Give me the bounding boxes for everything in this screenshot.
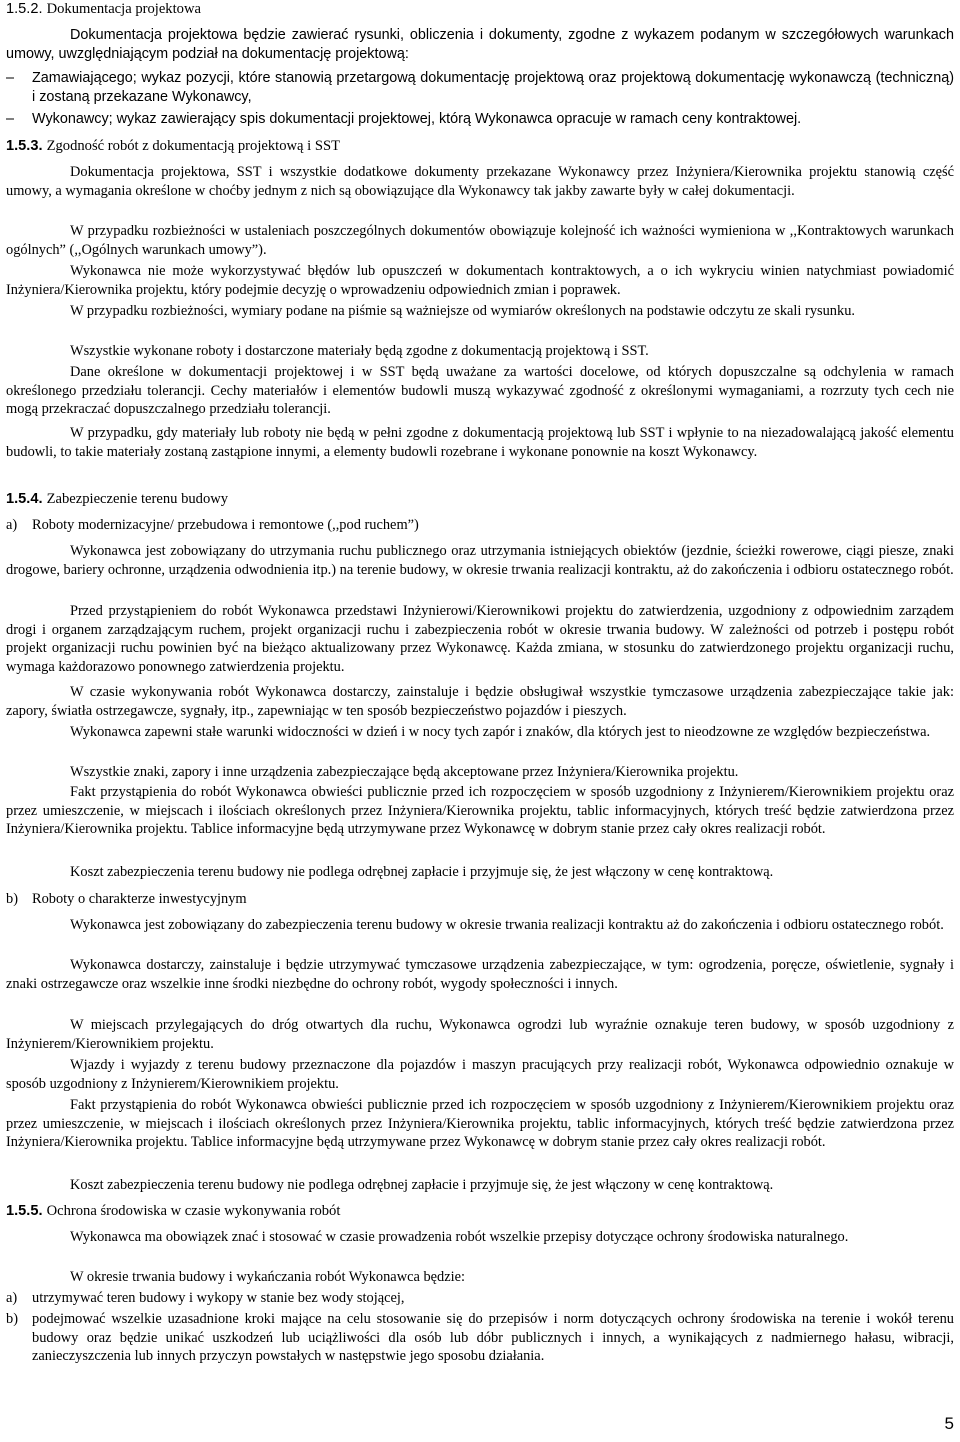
paragraph: W przypadku rozbieżności, wymiary podane na piśmie są ważniejsze od wymiarów określonych na podstawie odczytu ze skali rysunku. [70,303,855,319]
list-dash: – [6,70,15,86]
paragraph: W czasie wykonywania robót Wykonawca dostarczy, zainstaluje i będzie obsługiwał wszystkie tymczasowe urządzenia zabezpieczające takie jak: zapory, światła ostrzegawcze, sygnały, itp., zapewniając w ten sposób bezpieczeństwo pojazdów i pieszych. [6,684,954,719]
paragraph: Fakt przystąpienia do robót Wykonawca obwieści publicznie przed ich rozpoczęciem w sposób uzgodniony z Inżynierem/Kierownikiem projektu oraz przez umieszczenie, w miejscach i ilościach określonych przez Inżyniera/Kierownika projektu, tablic informacyjnych, których treść będzie zatwierdzona przez Inżyniera/Kierownika projektu. Tablice informacyjne będą utrzymywane przez Wykonawcę w dobrym stanie przez cały okres realizacji robót. [6,784,954,838]
paragraph: Koszt zabezpieczenia terenu budowy nie podlega odrębnej zapłacie i przyjmuje się, że jest włączony w cenę kontraktową. [70,1177,774,1193]
list-item: Zamawiającego; wykaz pozycji, które stanowią przetargową dokumentację projektową oraz projektową dokumentację wykonawczą (techniczną) i zostaną przekazane Wykonawcy, [32,70,954,105]
paragraph: Wykonawca jest zobowiązany do zabezpieczenia terenu budowy w okresie trwania realizacji kontraktu aż do zakończenia i odbioru ostatecznego robót. [70,917,944,933]
subsection-title: Roboty modernizacyjne/ przebudowa i remontowe (,,pod ruchem”) [32,517,419,533]
section-heading-1-5-3 [6,137,340,156]
section-heading-1-5-2 [6,0,201,19]
section-heading-1-5-4 [6,490,228,509]
paragraph: Wjazdy i wyjazdy z terenu budowy przeznaczone dla pojazdów i maszyn pracujących przy realizacji robót, Wykonawca odpowiednio oznakuje w sposób uzgodniony z Inżynierem/Kierownikiem projektu. [6,1057,954,1092]
page-number: 5 [944,1414,954,1433]
paragraph: W miejscach przylegających do dróg otwartych dla ruchu, Wykonawca ogrodzi lub wyraźnie oznakuje teren budowy, w sposób uzgodniony z Inżynierem/Kierownikiem projektu. [6,1017,954,1052]
section-number: 1.5.4. [6,491,43,507]
subsection-title: Roboty o charakterze inwestycyjnym [32,891,247,907]
list-item: Wykonawcy; wykaz zawierający spis dokumentacji projektowej, którą Wykonawca opracuje w ramach ceny kontraktowej. [32,111,802,127]
paragraph: Fakt przystąpienia do robót Wykonawca obwieści publicznie przed ich rozpoczęciem w sposób uzgodniony z Inżynierem/Kierownikiem projektu oraz przez umieszczenie, w miejscach i ilościach określonych przez Inżyniera/Kierownika projektu, tablic informacyjnych, których treść będzie zatwierdzona przez Inżyniera/Kierownika projektu. Tablice informacyjne będą utrzymywane przez Wykonawcę w dobrym stanie przez cały okres realizacji robót. [6,1097,954,1151]
section-title: Ochrona środowiska w czasie wykonywania robót [46,1203,341,1219]
list-item: utrzymywać teren budowy i wykopy w stanie bez wody stojącej, [32,1290,405,1306]
paragraph: Wszystkie wykonane roboty i dostarczone materiały będą zgodne z dokumentacją projektową i SST. [70,343,649,359]
paragraph: W przypadku rozbieżności w ustaleniach poszczególnych dokumentów obowiązuje kolejność ich ważności wymieniona w ,,Kontraktowych warunkach ogólnych” (,,Ogólnych warunkach umowy”). [6,223,954,258]
paragraph: Koszt zabezpieczenia terenu budowy nie podlega odrębnej zapłacie i przyjmuje się, że jest włączony w cenę kontraktową. [70,864,774,880]
paragraph: Dokumentacja projektowa, SST i wszystkie dodatkowe dokumenty przekazane Wykonawcy przez Inżyniera/Kierownika projektu stanowią część umowy, a wymagania określone w choćby jednym z nich są obowiązujące dla Wykonawcy tak jakby zawarte były w całej dokumentacji. [6,164,954,199]
subsection-label: b) [6,891,18,907]
paragraph: Dane określone w dokumentacji projektowej i w SST będą uważane za wartości docelowe, od których dopuszczalne są odchylenia w ramach określonego przedziału tolerancji. Cechy materiałów i elementów budowli muszą wykazywać zgodność z określonymi wymaganiami, a rozrzuty tych cech nie mogą przekraczać dopuszczalnego przedziału tolerancji. [6,364,954,418]
paragraph: Wykonawca jest zobowiązany do utrzymania ruchu publicznego oraz utrzymania istniejących obiektów (jezdnie, ścieżki rowerowe, ciągi piesze, znaki drogowe, bariery ochronne, urządzenia odwodnienia itp.) na terenie budowy, w okresie trwania realizacji kontraktu, aż do zakończenia i odbioru ostatecznego robót. [6,543,954,578]
paragraph: W przypadku, gdy materiały lub roboty nie będą w pełni zgodne z dokumentacją projektową lub SST i wpłynie to na niezadowalającą jakość elementu budowli, to takie materiały zostaną zastąpione innymi, a elementy budowli rozebrane i wykonane ponownie na koszt Wykonawcy. [6,425,954,460]
list-label: b) [6,1311,18,1327]
paragraph: W okresie trwania budowy i wykańczania robót Wykonawca będzie: [70,1269,466,1285]
section-title: Zgodność robót z dokumentacją projektową i SST [46,138,341,154]
paragraph: Dokumentacja projektowa będzie zawierać rysunki, obliczenia i dokumenty, zgodne z wykazem podanym w szczegółowych warunkach umowy, uwzględniającym podział na dokumentację projektową: [6,27,954,62]
list-label: a) [6,1290,18,1306]
section-title: Zabezpieczenie terenu budowy [46,491,229,507]
paragraph: Przed przystąpieniem do robót Wykonawca przedstawi Inżynierowi/Kierownikowi projektu do zatwierdzenia, uzgodniony z odpowiednim zarządem drogi i organem zarządzającym ruchem, projekt organizacji ruchu i zabezpieczenia robót w okresie trwania budowy. W zależności od potrzeb i postępu robót projekt organizacji ruchu powinien być na bieżąco aktualizowany przez Wykonawcę. Każda zmiana, w stosunku do zatwierdzonego projektu organizacji ruchu, wymaga każdorazowo ponownego zatwierdzenia projektu. [6,603,954,675]
paragraph: Wykonawca ma obowiązek znać i stosować w czasie prowadzenia robót wszelkie przepisy dotyczące ochrony środowiska naturalnego. [70,1229,849,1245]
section-number: 1.5.5. [6,1203,43,1219]
section-title: Dokumentacja projektowa [46,1,201,17]
list-dash: – [6,111,15,127]
section-number: 1.5.3. [6,138,43,154]
paragraph: Wszystkie znaki, zapory i inne urządzenia zabezpieczające będą akceptowane przez Inżyniera/Kierownika projektu. [70,764,739,780]
paragraph: Wykonawca dostarczy, zainstaluje i będzie utrzymywać tymczasowe urządzenia zabezpieczające, w tym: ogrodzenia, poręcze, oświetlenie, sygnały i znaki ostrzegawcze oraz wszelkie inne środki niezbędne do ochrony robót, wygody społeczności i innych. [6,957,954,992]
subsection-label: a) [6,517,18,533]
section-number: 1.5.2. [6,1,43,17]
paragraph: Wykonawca nie może wykorzystywać błędów lub opuszczeń w dokumentach kontraktowych, a o ich wykryciu winien natychmiast powiadomić Inżyniera/Kierownika projektu, który podejmie decyzję o wprowadzeniu odpowiednich zmian i poprawek. [6,263,954,298]
section-heading-1-5-5 [6,1202,340,1221]
paragraph: Wykonawca zapewni stałe warunki widoczności w dzień i w nocy tych zapór i znaków, dla których jest to nieodzowne ze względów bezpieczeństwa. [70,724,931,740]
list-item: podejmować wszelkie uzasadnione kroki mające na celu stosowanie się do przepisów i norm dotyczących ochrony środowiska na terenie i wokół terenu budowy oraz będzie unikać uszkodzeń lub uciążliwości dla osób lub dóbr publicznych i innych, a wynikających z nadmiernego hałasu, wibracji, zanieczyszczenia lub innych przyczyn powstałych w następstwie jego sposobu działania. [32,1311,954,1365]
